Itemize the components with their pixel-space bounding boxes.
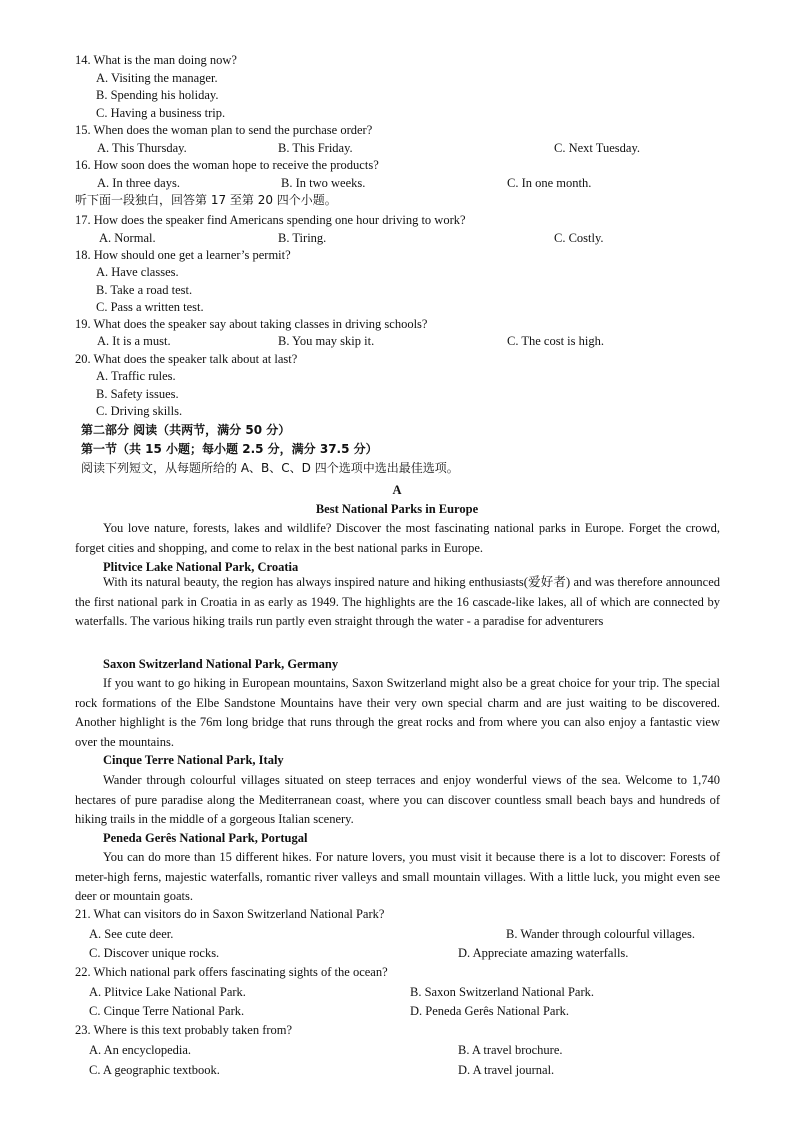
passage-letter: A <box>392 483 402 497</box>
question-22-stem: 22. Which national park offers fascinating sights of the ocean? <box>75 965 388 979</box>
question-15-option-b[interactable]: B. This Friday. <box>278 141 353 155</box>
question-17-option-b[interactable]: B. Tiring. <box>278 231 327 245</box>
question-16-stem: 16. How soon does the woman hope to receive the products? <box>75 158 379 172</box>
part-two-heading: 第二部分 阅读（共两节，满分 50 分） <box>81 423 291 437</box>
question-23-option-b[interactable]: B. A travel brochure. <box>458 1043 563 1057</box>
question-21-option-a[interactable]: A. See cute deer. <box>89 927 174 941</box>
question-23-option-d[interactable]: D. A travel journal. <box>458 1063 555 1077</box>
question-14-option-c[interactable]: C. Having a business trip. <box>96 106 226 120</box>
question-17-options <box>0 230 794 247</box>
question-16-option-a[interactable]: A. In three days. <box>97 176 180 190</box>
passage-title: Best National Parks in Europe <box>315 502 479 516</box>
question-19-options <box>0 333 794 350</box>
question-21-options-row1 <box>0 926 794 943</box>
question-21-option-c[interactable]: C. Discover unique rocks. <box>89 946 220 960</box>
question-19-option-c[interactable]: C. The cost is high. <box>507 334 604 348</box>
question-23-stem: 23. Where is this text probably taken from? <box>75 1023 293 1037</box>
question-14-stem: 14. What is the man doing now? <box>75 53 237 67</box>
question-19-stem: 19. What does the speaker say about taking classes in driving schools? <box>75 317 428 331</box>
question-19-option-a[interactable]: A. It is a must. <box>97 334 171 348</box>
question-20-option-c[interactable]: C. Driving skills. <box>96 404 183 418</box>
park-heading-plitvice: Plitvice Lake National Park, Croatia <box>103 560 299 574</box>
question-20-stem: 20. What does the speaker talk about at last? <box>75 352 298 366</box>
question-14-option-a[interactable]: A. Visiting the manager. <box>96 71 218 85</box>
question-20-option-b[interactable]: B. Safety issues. <box>96 387 179 401</box>
question-23-option-a[interactable]: A. An encyclopedia. <box>89 1043 192 1057</box>
question-16-options <box>0 175 794 192</box>
park-text-cinque-terre: Wander through colourful villages situated on steep terraces and enjoy wonderful views of the sea. Welcome to 1,740 hectares of pure paradise along the Mediterranean coast, where you can discover countless small beach bays and hundreds of hiking trails in the middle of a gorgeous Italian scenery. <box>75 773 720 826</box>
question-17-option-c[interactable]: C. Costly. <box>554 231 604 245</box>
question-22-options-row1 <box>0 984 794 1001</box>
question-17-stem: 17. How does the speaker find Americans spending one hour driving to work? <box>75 213 466 227</box>
question-23-options-row2 <box>0 1062 794 1079</box>
question-21-stem: 21. What can visitors do in Saxon Switzerland National Park? <box>75 907 385 921</box>
park-heading-saxon: Saxon Switzerland National Park, Germany <box>103 657 339 671</box>
question-14-option-b[interactable]: B. Spending his holiday. <box>96 88 219 102</box>
question-22-option-a[interactable]: A. Plitvice Lake National Park. <box>89 985 246 999</box>
question-21-option-b[interactable]: B. Wander through colourful villages. <box>506 927 696 941</box>
question-21-options-row2 <box>0 945 794 962</box>
question-22-option-d[interactable]: D. Peneda Gerês National Park. <box>410 1004 569 1018</box>
question-16-option-c[interactable]: C. In one month. <box>507 176 592 190</box>
park-heading-cinque-terre: Cinque Terre National Park, Italy <box>103 753 284 767</box>
question-15-option-a[interactable]: A. This Thursday. <box>97 141 187 155</box>
question-16-option-b[interactable]: B. In two weeks. <box>281 176 366 190</box>
section-one-heading: 第一节（共 15 小题；每小题 2.5 分，满分 37.5 分） <box>81 442 378 456</box>
listening-instruction: 听下面一段独白，回答第 17 至第 20 四个小题。 <box>75 193 337 207</box>
reading-instruction: 阅读下列短文，从每题所给的 A、B、C、D 四个选项中选出最佳选项。 <box>81 461 459 475</box>
question-18-option-c[interactable]: C. Pass a written test. <box>96 300 204 314</box>
question-21-option-d[interactable]: D. Appreciate amazing waterfalls. <box>458 946 629 960</box>
park-text-saxon: If you want to go hiking in European mountains, Saxon Switzerland might also be a great choice for your trip. The special rock formations of the Elbe Sandstone Mountains have their very own special charm and are just waiting to be discovered. Another highlight is the 76m long bridge that runs through the great rocks and from where you can also enjoy a fantastic view over the mountains. <box>75 676 720 749</box>
question-17-option-a[interactable]: A. Normal. <box>99 231 156 245</box>
question-18-option-b[interactable]: B. Take a road test. <box>96 283 193 297</box>
passage-intro: You love nature, forests, lakes and wildlife? Discover the most fascinating national parks in Europe. Forget the crowd, forget cities and shopping, and come to relax in the best national parks in Europe. <box>75 521 720 555</box>
question-22-option-b[interactable]: B. Saxon Switzerland National Park. <box>410 985 594 999</box>
park-text-plitvice: With its natural beauty, the region has always inspired nature and hiking enthusiasts(爱好者) and was therefore announced the first national park in Croatia in as early as 1949. The highlights are the 16 cascade-like lakes, all of which are connected by waterfalls. The various hiking trails run partly even straight through the water - a paradise for adventurers <box>75 575 720 628</box>
question-18-option-a[interactable]: A. Have classes. <box>96 265 179 279</box>
question-20-option-a[interactable]: A. Traffic rules. <box>96 369 176 383</box>
question-15-option-c[interactable]: C. Next Tuesday. <box>554 141 641 155</box>
question-18-stem: 18. How should one get a learner’s permit? <box>75 248 291 262</box>
question-19-option-b[interactable]: B. You may skip it. <box>278 334 375 348</box>
question-15-options <box>0 140 794 157</box>
question-15-stem: 15. When does the woman plan to send the purchase order? <box>75 123 373 137</box>
question-22-options-row2 <box>0 1003 794 1020</box>
question-22-option-c[interactable]: C. Cinque Terre National Park. <box>89 1004 245 1018</box>
question-23-option-c[interactable]: C. A geographic textbook. <box>89 1063 220 1077</box>
question-23-options-row1 <box>0 1042 794 1059</box>
park-text-peneda-geres: You can do more than 15 different hikes. For nature lovers, you must visit it because there is a lot to discover: Forests of meter-high ferns, majestic waterfalls, romantic river valleys and small mountain villages. With a little luck, you might even see deer or mountain goats. <box>75 850 720 903</box>
park-heading-peneda-geres: Peneda Gerês National Park, Portugal <box>103 831 308 845</box>
